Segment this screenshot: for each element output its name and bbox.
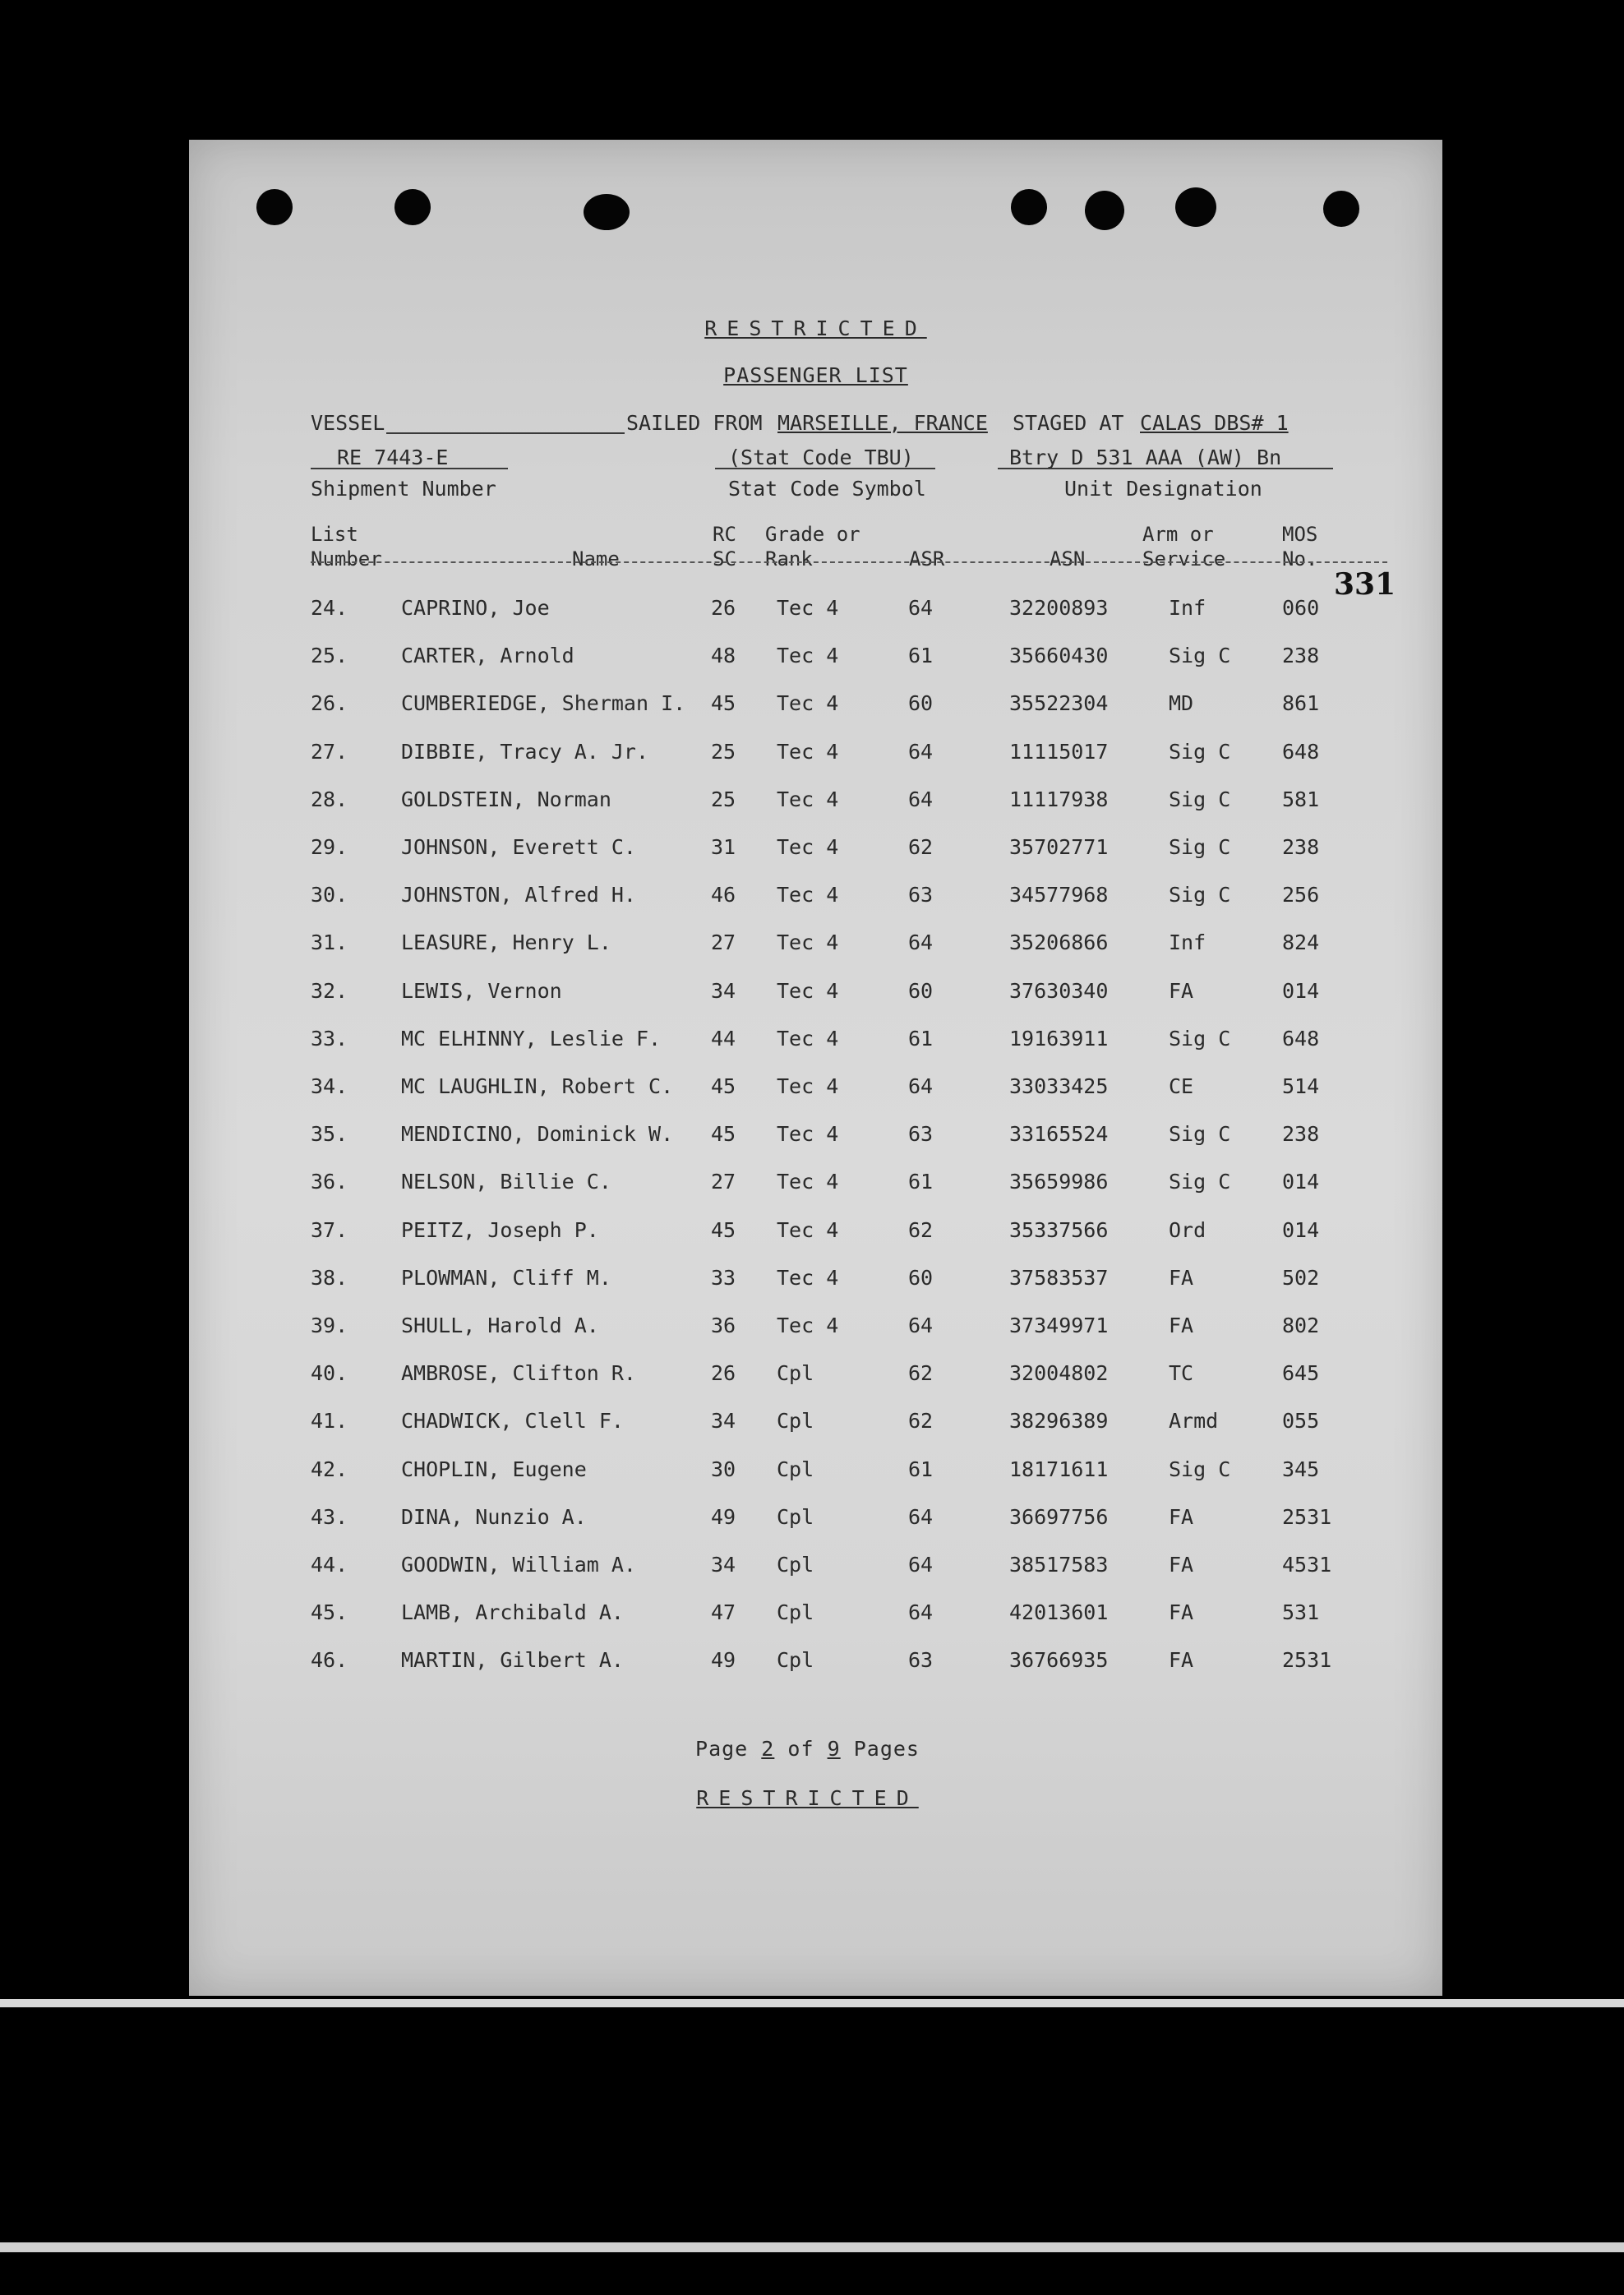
cell-asn: 18171611 [1009, 1457, 1109, 1481]
cell-name: CUMBERIEDGE, Sherman I. [401, 691, 686, 715]
cell-asn: 38517583 [1009, 1553, 1109, 1577]
cell-asr: 64 [908, 596, 934, 620]
vessel-label: VESSEL [311, 411, 385, 435]
cell-asr: 62 [908, 1409, 934, 1433]
cell-num: 42. [311, 1457, 348, 1481]
shipment-number-label: Shipment Number [311, 477, 496, 501]
cell-grade: Cpl [777, 1553, 814, 1577]
cell-grade: Cpl [777, 1600, 814, 1624]
cell-asr: 64 [908, 1314, 934, 1337]
shipment-number-value: RE 7443-E [337, 446, 449, 469]
restricted-top-text: RESTRICTED [704, 316, 927, 340]
cell-rc: 26 [711, 1361, 736, 1385]
col-arm-line2: Service [1142, 547, 1226, 570]
cell-mos: 256 [1282, 883, 1320, 907]
cell-rc: 47 [711, 1600, 736, 1624]
cell-name: SHULL, Harold A. [401, 1314, 599, 1337]
cell-asr: 61 [908, 1027, 934, 1051]
cell-num: 34. [311, 1074, 348, 1098]
cell-asn: 38296389 [1009, 1409, 1109, 1433]
cell-mos: 238 [1282, 835, 1320, 859]
cell-mos: 648 [1282, 1027, 1320, 1051]
cell-name: LAMB, Archibald A. [401, 1600, 624, 1624]
cell-arm: Sig C [1169, 1457, 1231, 1481]
table-row [189, 1314, 1442, 1346]
table-row [189, 1648, 1442, 1681]
cell-name: AMBROSE, Clifton R. [401, 1361, 636, 1385]
cell-arm: FA [1169, 1600, 1194, 1624]
table-row [189, 930, 1442, 963]
cell-arm: Sig C [1169, 835, 1231, 859]
cell-asn: 32004802 [1009, 1361, 1109, 1385]
cell-name: CHOPLIN, Eugene [401, 1457, 587, 1481]
cell-arm: Sig C [1169, 1122, 1231, 1146]
cell-asr: 64 [908, 930, 934, 954]
staged-at-value: CALAS DBS# 1 [1140, 411, 1289, 435]
cell-grade: Tec 4 [777, 1122, 839, 1146]
sailed-from-label: SAILED FROM [626, 411, 763, 435]
cell-mos: 531 [1282, 1600, 1320, 1624]
cell-rc: 49 [711, 1648, 736, 1672]
vessel-blank-line [386, 432, 625, 434]
cell-name: JOHNSTON, Alfred H. [401, 883, 636, 907]
cell-num: 35. [311, 1122, 348, 1146]
cell-mos: 802 [1282, 1314, 1320, 1337]
cell-num: 30. [311, 883, 348, 907]
unit-underline [998, 468, 1333, 469]
cell-arm: FA [1169, 1553, 1194, 1577]
cell-asr: 62 [908, 1218, 934, 1242]
punch-hole [394, 189, 431, 225]
table-row [189, 1170, 1442, 1203]
cell-asn: 36697756 [1009, 1505, 1109, 1529]
cell-num: 45. [311, 1600, 348, 1624]
cell-rc: 27 [711, 1170, 736, 1194]
cell-mos: 014 [1282, 1218, 1320, 1242]
cell-mos: 238 [1282, 1122, 1320, 1146]
cell-arm: Sig C [1169, 787, 1231, 811]
cell-name: PLOWMAN, Cliff M. [401, 1266, 611, 1290]
cell-mos: 581 [1282, 787, 1320, 811]
punch-hole [584, 194, 630, 230]
cell-asn: 35337566 [1009, 1218, 1109, 1242]
cell-rc: 46 [711, 883, 736, 907]
cell-asn: 35660430 [1009, 644, 1109, 667]
cell-name: MENDICINO, Dominick W. [401, 1122, 674, 1146]
cell-rc: 27 [711, 930, 736, 954]
cell-rc: 45 [711, 1218, 736, 1242]
table-row [189, 835, 1442, 868]
table-row [189, 979, 1442, 1012]
col-arm-line1: Arm or [1142, 523, 1214, 546]
cell-name: MC LAUGHLIN, Robert C. [401, 1074, 674, 1098]
cell-asn: 11117938 [1009, 787, 1109, 811]
punch-hole [1175, 187, 1216, 227]
cell-arm: CE [1169, 1074, 1194, 1098]
cell-asn: 19163911 [1009, 1027, 1109, 1051]
cell-asn: 42013601 [1009, 1600, 1109, 1624]
cell-asn: 37583537 [1009, 1266, 1109, 1290]
cell-grade: Tec 4 [777, 1314, 839, 1337]
cell-rc: 36 [711, 1314, 736, 1337]
cell-arm: FA [1169, 1314, 1194, 1337]
cell-arm: Sig C [1169, 883, 1231, 907]
punch-hole [256, 189, 293, 225]
col-list-number-line2: Number [311, 547, 382, 570]
col-asr: ASR [909, 547, 945, 570]
cell-asn: 36766935 [1009, 1648, 1109, 1672]
cell-mos: 4531 [1282, 1553, 1332, 1577]
cell-name: GOODWIN, William A. [401, 1553, 636, 1577]
cell-arm: Ord [1169, 1218, 1206, 1242]
page-stamp-number: 331 [1334, 567, 1396, 602]
unit-designation-label: Unit Designation [1064, 477, 1262, 501]
cell-num: 33. [311, 1027, 348, 1051]
cell-arm: Inf [1169, 596, 1206, 620]
cell-asr: 62 [908, 835, 934, 859]
staged-at-label: STAGED AT [1013, 411, 1124, 435]
table-row [189, 1361, 1442, 1394]
cell-arm: FA [1169, 1505, 1194, 1529]
cell-grade: Cpl [777, 1457, 814, 1481]
col-list-number [311, 522, 382, 571]
cell-asn: 33033425 [1009, 1074, 1109, 1098]
cell-grade: Tec 4 [777, 691, 839, 715]
cell-asr: 60 [908, 691, 934, 715]
cell-asr: 64 [908, 1505, 934, 1529]
cell-grade: Tec 4 [777, 1266, 839, 1290]
document-page [189, 140, 1442, 1996]
cell-mos: 502 [1282, 1266, 1320, 1290]
cell-num: 39. [311, 1314, 348, 1337]
cell-mos: 824 [1282, 930, 1320, 954]
page-of: of [787, 1737, 814, 1761]
cell-asn: 35522304 [1009, 691, 1109, 715]
cell-rc: 45 [711, 1122, 736, 1146]
col-mos-line1: MOS [1282, 523, 1318, 546]
cell-asn: 32200893 [1009, 596, 1109, 620]
cell-asn: 33165524 [1009, 1122, 1109, 1146]
cell-num: 27. [311, 740, 348, 764]
cell-name: MC ELHINNY, Leslie F. [401, 1027, 662, 1051]
header-dashed-rule [311, 561, 1387, 563]
cell-asr: 60 [908, 979, 934, 1003]
cell-asr: 64 [908, 1600, 934, 1624]
cell-name: LEWIS, Vernon [401, 979, 562, 1003]
table-row [189, 596, 1442, 629]
cell-mos: 861 [1282, 691, 1320, 715]
cell-asr: 64 [908, 1553, 934, 1577]
stat-code-value: (Stat Code TBU) [728, 446, 914, 469]
cell-rc: 34 [711, 979, 736, 1003]
page-prefix: Page [695, 1737, 749, 1761]
cell-asr: 60 [908, 1266, 934, 1290]
table-row [189, 1600, 1442, 1633]
cell-num: 40. [311, 1361, 348, 1385]
unit-designation-value: Btry D 531 AAA (AW) Bn [1009, 446, 1282, 469]
cell-grade: Tec 4 [777, 596, 839, 620]
cell-name: LEASURE, Henry L. [401, 930, 611, 954]
cell-mos: 645 [1282, 1361, 1320, 1385]
col-list-number-line1: List [311, 523, 358, 546]
table-row [189, 644, 1442, 676]
cell-mos: 014 [1282, 979, 1320, 1003]
cell-rc: 30 [711, 1457, 736, 1481]
restricted-footer [181, 1786, 1434, 1810]
cell-arm: Inf [1169, 930, 1206, 954]
cell-num: 26. [311, 691, 348, 715]
cell-rc: 45 [711, 691, 736, 715]
cell-grade: Cpl [777, 1505, 814, 1529]
cell-name: PEITZ, Joseph P. [401, 1218, 599, 1242]
cell-name: DIBBIE, Tracy A. Jr. [401, 740, 649, 764]
cell-asr: 64 [908, 740, 934, 764]
cell-asr: 61 [908, 1170, 934, 1194]
cell-grade: Tec 4 [777, 883, 839, 907]
cell-mos: 014 [1282, 1170, 1320, 1194]
cell-asr: 62 [908, 1361, 934, 1385]
table-row [189, 1553, 1442, 1586]
cell-asn: 37349971 [1009, 1314, 1109, 1337]
cell-asr: 61 [908, 1457, 934, 1481]
col-mos-line2: No. [1282, 547, 1318, 570]
cell-name: CARTER, Arnold [401, 644, 574, 667]
col-arm-service [1142, 522, 1225, 571]
cell-mos: 2531 [1282, 1648, 1332, 1672]
cell-rc: 34 [711, 1553, 736, 1577]
cell-asr: 64 [908, 787, 934, 811]
cell-rc: 26 [711, 596, 736, 620]
cell-rc: 45 [711, 1074, 736, 1098]
cell-name: JOHNSON, Everett C. [401, 835, 636, 859]
cell-asn: 35702771 [1009, 835, 1109, 859]
col-name: Name [572, 547, 620, 570]
cell-arm: FA [1169, 979, 1194, 1003]
cell-mos: 345 [1282, 1457, 1320, 1481]
cell-num: 38. [311, 1266, 348, 1290]
cell-num: 31. [311, 930, 348, 954]
cell-name: DINA, Nunzio A. [401, 1505, 587, 1529]
cell-asr: 63 [908, 883, 934, 907]
sailed-from-value: MARSEILLE, FRANCE [777, 411, 988, 435]
page-suffix: Pages [853, 1737, 920, 1761]
cell-arm: FA [1169, 1266, 1194, 1290]
table-row [189, 1505, 1442, 1538]
cell-grade: Tec 4 [777, 740, 839, 764]
cell-asn: 35206866 [1009, 930, 1109, 954]
cell-asr: 63 [908, 1648, 934, 1672]
cell-asr: 63 [908, 1122, 934, 1146]
cell-name: CAPRINO, Joe [401, 596, 550, 620]
col-asn: ASN [1050, 547, 1086, 570]
cell-rc: 25 [711, 740, 736, 764]
cell-num: 25. [311, 644, 348, 667]
col-rc-line1: RC [713, 523, 736, 546]
cell-asn: 34577968 [1009, 883, 1109, 907]
stat-code-label: Stat Code Symbol [728, 477, 926, 501]
cell-arm: Armd [1169, 1409, 1219, 1433]
passenger-list-text: PASSENGER LIST [723, 363, 908, 387]
cell-grade: Tec 4 [777, 930, 839, 954]
cell-mos: 514 [1282, 1074, 1320, 1098]
cell-grade: Tec 4 [777, 1170, 839, 1194]
table-row [189, 1266, 1442, 1299]
table-row [189, 1218, 1442, 1251]
col-grade-line2: Rank [765, 547, 813, 570]
col-mos [1282, 522, 1317, 571]
cell-grade: Cpl [777, 1361, 814, 1385]
cell-name: CHADWICK, Clell F. [401, 1409, 624, 1433]
cell-asr: 61 [908, 644, 934, 667]
cell-rc: 34 [711, 1409, 736, 1433]
film-edge-strip-lower [0, 2242, 1624, 2252]
punch-hole [1011, 189, 1047, 225]
cell-arm: TC [1169, 1361, 1194, 1385]
restricted-bottom-text: RESTRICTED [696, 1786, 919, 1810]
table-row [189, 883, 1442, 916]
table-row [189, 1122, 1442, 1155]
table-row [189, 1074, 1442, 1107]
punch-hole [1323, 191, 1359, 227]
cell-arm: Sig C [1169, 740, 1231, 764]
cell-grade: Tec 4 [777, 1218, 839, 1242]
cell-rc: 33 [711, 1266, 736, 1290]
cell-num: 43. [311, 1505, 348, 1529]
cell-num: 32. [311, 979, 348, 1003]
stat-code-underline [715, 468, 935, 469]
table-row [189, 740, 1442, 773]
cell-rc: 49 [711, 1505, 736, 1529]
cell-asn: 35659986 [1009, 1170, 1109, 1194]
cell-mos: 238 [1282, 644, 1320, 667]
cell-mos: 055 [1282, 1409, 1320, 1433]
col-grade-line1: Grade or [765, 523, 860, 546]
cell-num: 46. [311, 1648, 348, 1672]
film-edge-strip [0, 1999, 1624, 2007]
cell-asn: 37630340 [1009, 979, 1109, 1003]
cell-grade: Tec 4 [777, 1074, 839, 1098]
cell-mos: 060 [1282, 596, 1320, 620]
table-row [189, 1409, 1442, 1442]
cell-rc: 48 [711, 644, 736, 667]
cell-grade: Tec 4 [777, 644, 839, 667]
cell-num: 36. [311, 1170, 348, 1194]
cell-arm: Sig C [1169, 1027, 1231, 1051]
cell-num: 29. [311, 835, 348, 859]
page-indicator [181, 1737, 1434, 1761]
cell-num: 28. [311, 787, 348, 811]
table-row [189, 1027, 1442, 1060]
cell-asn: 11115017 [1009, 740, 1109, 764]
passenger-list-heading [189, 363, 1442, 387]
table-row [189, 1457, 1442, 1490]
cell-name: GOLDSTEIN, Norman [401, 787, 611, 811]
cell-num: 41. [311, 1409, 348, 1433]
cell-grade: Tec 4 [777, 787, 839, 811]
col-rc-line2: SC [713, 547, 736, 570]
cell-arm: MD [1169, 691, 1194, 715]
table-row [189, 787, 1442, 820]
cell-name: MARTIN, Gilbert A. [401, 1648, 624, 1672]
restricted-heading [189, 316, 1442, 340]
cell-rc: 25 [711, 787, 736, 811]
cell-name: NELSON, Billie C. [401, 1170, 611, 1194]
table-row [189, 691, 1442, 724]
cell-rc: 44 [711, 1027, 736, 1051]
cell-grade: Tec 4 [777, 979, 839, 1003]
cell-arm: Sig C [1169, 644, 1231, 667]
cell-num: 24. [311, 596, 348, 620]
page-total: 9 [827, 1737, 841, 1761]
cell-asr: 64 [908, 1074, 934, 1098]
page-current: 2 [761, 1737, 775, 1761]
cell-arm: FA [1169, 1648, 1194, 1672]
cell-grade: Tec 4 [777, 1027, 839, 1051]
cell-grade: Cpl [777, 1409, 814, 1433]
cell-grade: Tec 4 [777, 835, 839, 859]
cell-arm: Sig C [1169, 1170, 1231, 1194]
col-grade [765, 522, 860, 571]
cell-num: 37. [311, 1218, 348, 1242]
cell-grade: Cpl [777, 1648, 814, 1672]
cell-mos: 2531 [1282, 1505, 1332, 1529]
cell-mos: 648 [1282, 740, 1320, 764]
cell-num: 44. [311, 1553, 348, 1577]
cell-rc: 31 [711, 835, 736, 859]
shipment-underline [311, 468, 508, 469]
col-rc-sc [713, 522, 736, 571]
punch-hole [1085, 191, 1124, 230]
